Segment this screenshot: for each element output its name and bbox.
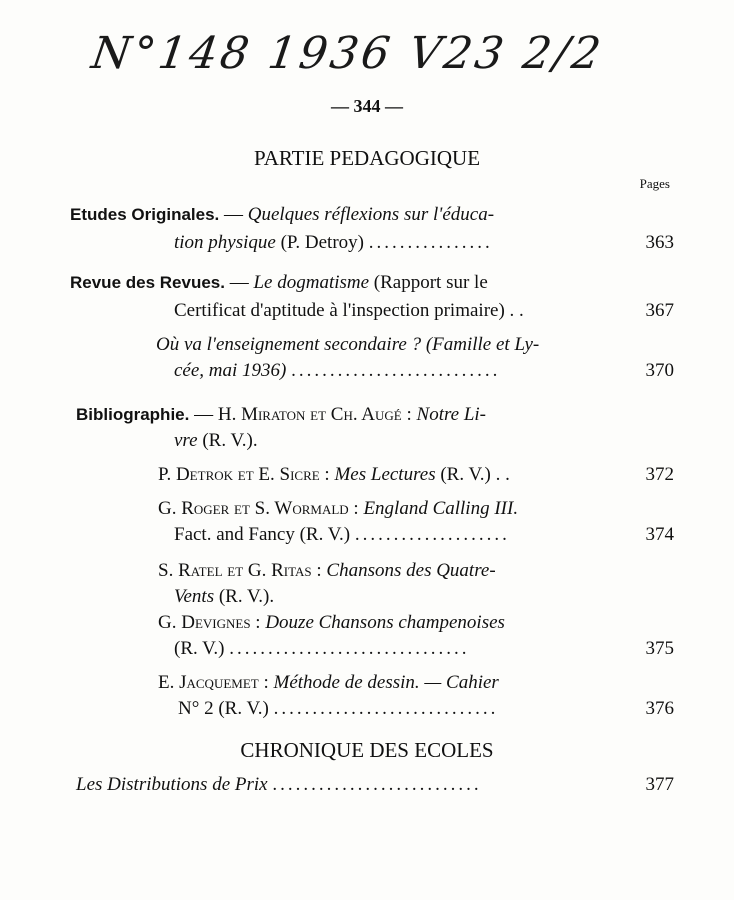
toc-entry-douze-chansons-cont: [174, 638, 470, 660]
entry-authors: P. Detrok et E. Sicre :: [158, 464, 335, 485]
entry-title: Méthode de dessin. — Cahier: [273, 672, 499, 693]
entry-label: Etudes Originales.: [70, 205, 220, 224]
toc-entry-methode: [158, 672, 499, 694]
entry-text: (R. V.).: [214, 586, 275, 607]
toc-entry-revue-cont: Certificat d'aptitude à l'inspection primaire) . .: [174, 300, 524, 321]
handwritten-note: N°148 1936 V23 2/2: [88, 28, 607, 79]
chronique-title: CHRONIQUE DES ECOLES: [240, 738, 494, 762]
entry-title: England Calling III.: [363, 498, 519, 519]
toc-entry-distributions: [76, 774, 482, 796]
leader-dots: ...............................: [229, 638, 470, 659]
toc-entry-chansons-quatre-cont: [174, 586, 274, 608]
leader-dots: ................: [368, 232, 493, 253]
toc-entry-etudes: [70, 204, 494, 226]
page-ref: 363: [645, 232, 674, 253]
toc-entry-bibliographie: [76, 404, 486, 426]
entry-authors: S. Ratel et G. Ritas :: [158, 560, 327, 581]
entry-dash: —: [189, 404, 218, 425]
entry-dash: —: [219, 204, 248, 225]
page-ref: 375: [645, 638, 674, 659]
entry-authors: G. Devignes :: [158, 612, 266, 633]
entry-title: Les Distributions de Prix: [76, 774, 268, 795]
toc-entry-revue: [70, 272, 488, 294]
entry-title: tion physique: [174, 232, 276, 253]
toc-entry-lectures: [158, 464, 510, 486]
leader-dots: .............................: [273, 698, 499, 719]
entry-text: (R. V.).: [197, 430, 258, 451]
page-ref: 372: [645, 464, 674, 485]
entry-text: (R. V.) . .: [435, 464, 510, 485]
entry-title: Chansons des Quatre-: [326, 560, 496, 581]
page-ref: 370: [645, 360, 674, 381]
toc-entry-bibliographie-cont: [174, 430, 258, 452]
entry-text: N° 2 (R. V.): [178, 698, 274, 719]
pages-column-label: Pages: [639, 176, 670, 191]
toc-entry-enseignement-cont: [174, 360, 500, 382]
leader-dots: ...........................: [272, 774, 482, 795]
page-ref: 376: [645, 698, 674, 719]
leader-dots: ...........................: [291, 360, 501, 381]
entry-author: (P. Detroy): [275, 232, 369, 253]
entry-label: Bibliographie.: [76, 405, 190, 424]
entry-dash: —: [224, 272, 254, 293]
toc-entry-chansons-quatre: [158, 560, 496, 582]
toc-entry-methode-cont: [178, 698, 498, 720]
entry-title: Le dogmatisme: [253, 272, 370, 293]
entry-title: Douze Chansons champenoises: [265, 612, 505, 633]
entry-label: Revue des Revues.: [70, 273, 225, 292]
entry-title: cée, mai 1936): [174, 360, 292, 381]
entry-text: (R. V.): [174, 638, 230, 659]
page-number: — 344 —: [331, 96, 403, 116]
entry-title: Quelques réflexions sur l'éduca-: [247, 204, 495, 225]
toc-entry-etudes-cont: [174, 232, 493, 254]
entry-authors: H. Miraton et Ch. Augé :: [217, 404, 417, 425]
page-ref: 374: [645, 524, 674, 545]
entry-title: Notre Li-: [416, 404, 487, 425]
toc-entry-england-cont: [174, 524, 510, 546]
entry-authors: G. Roger et S. Wormald :: [158, 498, 364, 519]
entry-title: Mes Lectures: [334, 464, 436, 485]
page-ref: 367: [645, 300, 674, 321]
toc-entry-douze-chansons: [158, 612, 505, 634]
entry-text: (Rapport sur le: [369, 272, 488, 293]
page-ref: 377: [645, 774, 674, 795]
entry-authors: E. Jacquemet :: [158, 672, 274, 693]
entry-title: Vents: [174, 586, 215, 607]
toc-entry-enseignement: Où va l'enseignement secondaire ? (Famille et Ly-: [156, 334, 540, 355]
section-title: PARTIE PEDAGOGIQUE: [253, 146, 481, 170]
leader-dots: ....................: [354, 524, 510, 545]
entry-text: Fact. and Fancy (R. V.): [174, 524, 355, 545]
entry-title: vre: [174, 430, 198, 451]
toc-entry-england: [158, 498, 518, 520]
